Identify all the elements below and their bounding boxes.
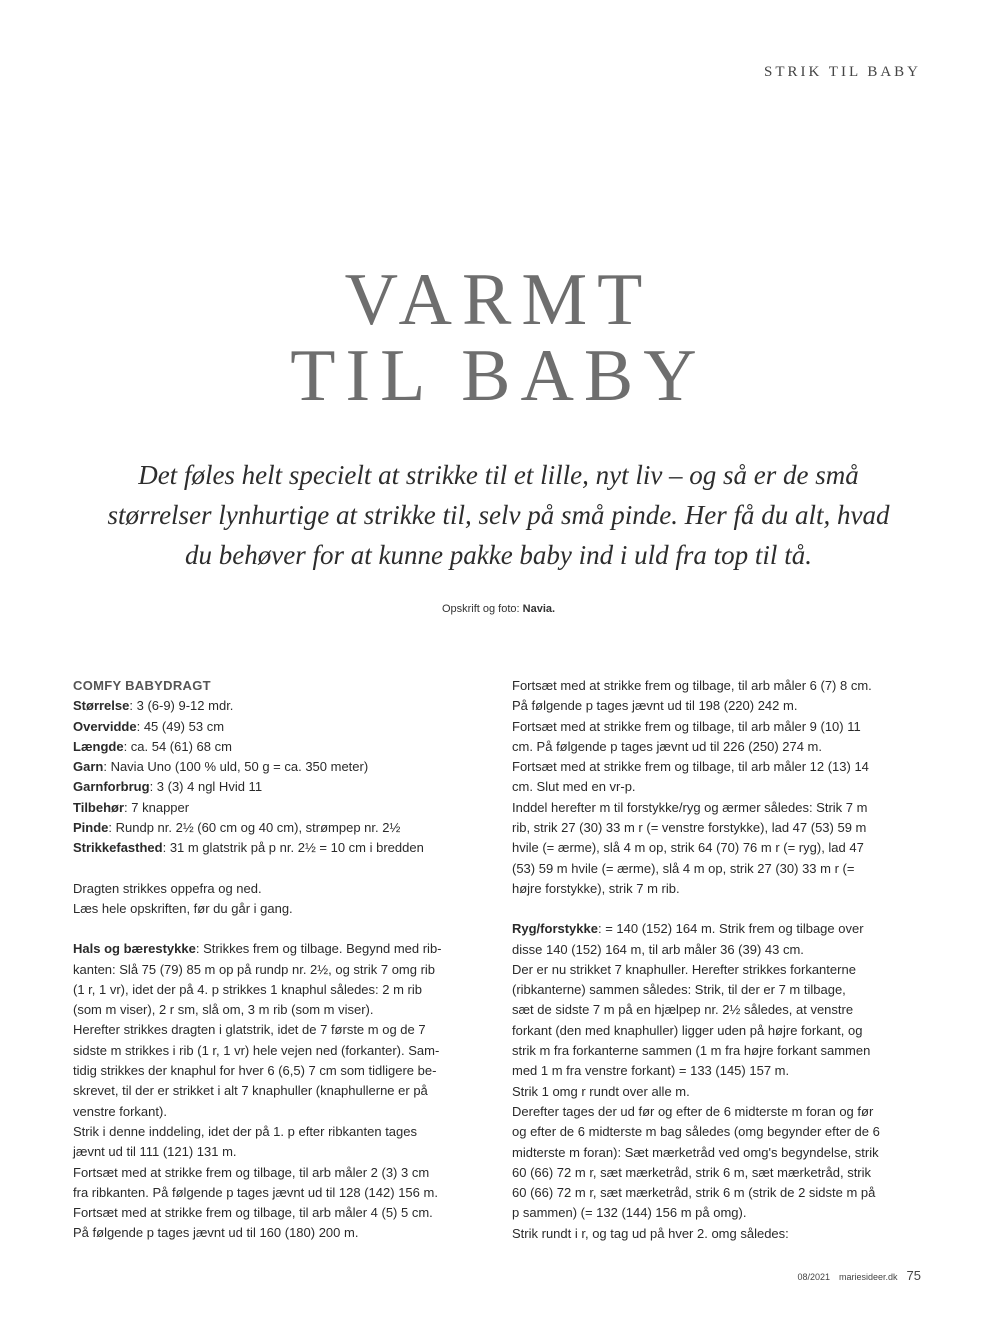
text-line: med 1 m fra venstre forkant) = 133 (145) 157 m.: [512, 1063, 790, 1079]
page-title: [0, 259, 997, 417]
text-line: kanten: Slå 75 (79) 85 m op på rundp nr. 2½, og strik 7 omg rib: [73, 961, 436, 977]
intro-line: du behøver for at kunne pakke baby ind i uld fra top til tå.: [185, 540, 812, 570]
title-line-2: TIL BABY: [290, 335, 707, 417]
spec-line: Overvidde: 45 (49) 53 cm: [73, 718, 225, 734]
ryg-label: Ryg/forstykke: [512, 921, 598, 937]
text-line: disse 140 (152) 164 m, til arb måler 36 (39) 43 cm.: [512, 941, 804, 957]
text-line: cm. På følgende p tages jævnt ud til 226 (250) 274 m.: [512, 738, 823, 754]
issue-date: 08/2021: [797, 1272, 830, 1282]
text-line: Der er nu strikket 7 knaphuller. Herefter strikkes forkanterne: [512, 961, 856, 977]
text-line: fra ribkanten. På følgende p tages jævnt ud til 128 (142) 156 m.: [73, 1184, 438, 1200]
text-line: Inddel herefter m til forstykke/ryg og ærmer således: Strik 7 m: [512, 799, 868, 815]
text-line: sæt de sidste 7 m på en hjælpep nr. 2½ således, at venstre: [512, 1002, 854, 1018]
text-line: skrevet, til der er strikket i alt 7 knaphuller (knaphullerne er på: [73, 1083, 428, 1099]
text-line: midterste m foran): Sæt mærketråd ved omg's begyndelse, strik: [512, 1144, 879, 1160]
intro-line: Det føles helt specielt at strikke til et lille, nyt liv – og så er de små: [138, 460, 859, 490]
text-line: strik m fra forkanterne sammen (1 m fra højre forkant sammen: [512, 1043, 871, 1059]
text-line: (53) 59 m hvile (= ærme), slå 4 m op, strik 27 (30) 33 m r (=: [512, 860, 855, 876]
text-line: cm. Slut med en vr-p.: [512, 779, 636, 795]
text-line: På følgende p tages jævnt ud til 160 (180) 200 m.: [73, 1225, 359, 1241]
text-line: Ryg/forstykke: = 140 (152) 164 m. Strik frem og tilbage over: [512, 921, 864, 937]
left-column: [73, 676, 487, 1244]
text-line: Derefter tages der ud før og efter de 6 midterste m foran og før: [512, 1103, 874, 1119]
page-footer: [797, 1268, 921, 1283]
spec-line: Tilbehør: 7 knapper: [73, 799, 190, 815]
text-line: 60 (66) 72 m r, sæt mærketråd, strik 6 m (strik de 2 sidste m på: [512, 1185, 876, 1201]
note-line: Dragten strikkes oppefra og ned.: [73, 880, 262, 896]
text-line: forkant (den med knaphuller) ligger uden på højre forkant, og: [512, 1022, 863, 1038]
text-line: højre forstykke), strik 7 m rib.: [512, 880, 680, 896]
text-line: (som m viser), 2 r sm, slå om, 3 m rib (som m viser).: [73, 1002, 374, 1018]
text-line: Hals og bærestykke: Strikkes frem og tilbage. Begynd med rib-: [73, 941, 442, 957]
credit-label: Opskrift og foto:: [441, 603, 523, 615]
intro-text: [100, 455, 897, 575]
spec-line: Garnforbrug: 3 (3) 4 ngl Hvid 11: [73, 779, 263, 795]
text-line: Herefter strikkes dragten i glatstrik, idet de 7 første m og de 7: [73, 1022, 426, 1038]
page-number: 75: [906, 1268, 921, 1283]
credit-source: Navia.: [522, 603, 556, 615]
text-line: hvile (= ærme), slå 4 m op, strik 64 (70) 76 m r (= ryg), lad 47: [512, 840, 864, 856]
section-label: STRIK TIL BABY: [763, 64, 921, 80]
text-line: Fortsæt med at strikke frem og tilbage, til arb måler 6 (7) 8 cm.: [512, 678, 872, 693]
text-line: Strik 1 omg r rundt over alle m.: [512, 1083, 690, 1099]
text-line: venstre forkant).: [73, 1103, 167, 1119]
spec-line: Garn: Navia Uno (100 % uld, 50 g = ca. 350 meter): [73, 759, 369, 775]
text-line: 60 (66) 72 m r, sæt mærketråd, strik 6 m, sæt mærketråd, strik: [512, 1164, 872, 1180]
text-line: jævnt ud til 111 (121) 131 m.: [73, 1144, 237, 1160]
text-line: p sammen) (= 132 (144) 156 m på omg).: [512, 1205, 747, 1221]
right-column: [512, 676, 926, 1244]
title-line-1: VARMT: [344, 259, 653, 341]
text-line: sidste m strikkes i rib (1 r, 1 vr) hele vejen ned (forkanter). Sam-: [73, 1042, 440, 1058]
pattern-title: COMFY BABYDRAGT: [73, 678, 211, 693]
text-line: Strik i denne inddeling, idet der på 1. p efter ribkanten tages: [73, 1123, 417, 1139]
text-line: Fortsæt med at strikke frem og tilbage, til arb måler 12 (13) 14: [512, 759, 869, 775]
note-line: Læs hele opskriften, før du går i gang.: [73, 900, 293, 916]
text-line: Fortsæt med at strikke frem og tilbage, til arb måler 4 (5) 5 cm.: [73, 1205, 433, 1221]
photo-credit: [0, 603, 997, 615]
text-line: rib, strik 27 (30) 33 m r (= venstre forstykke), lad 47 (53) 59 m: [512, 820, 867, 836]
spec-line: Strikkefasthed: 31 m glatstrik på p nr. 2½ = 10 cm i bredden: [73, 840, 424, 856]
text-line: På følgende p tages jævnt ud til 198 (220) 242 m.: [512, 698, 798, 714]
spec-line: Størrelse: 3 (6-9) 9-12 mdr.: [73, 698, 234, 714]
text-line: tidig strikkes der knaphul for hver 6 (6,5) 7 cm som tidligere be-: [73, 1063, 437, 1079]
website: mariesideer.dk: [839, 1272, 898, 1282]
text-line: (ribkanterne) sammen således: Strik, til der er 7 m tilbage,: [512, 982, 846, 998]
text-line: Strik rundt i r, og tag ud på hver 2. omg således:: [512, 1225, 789, 1241]
intro-line: størrelser lynhurtige at strikke til, selv på små pinde. Her få du alt, hvad: [107, 500, 890, 530]
hals-label: Hals og bærestykke: [73, 941, 196, 957]
text-line: Fortsæt med at strikke frem og tilbage, til arb måler 2 (3) 3 cm: [73, 1164, 430, 1180]
spec-line: Pinde: Rundp nr. 2½ (60 cm og 40 cm), strømpep nr. 2½: [73, 820, 401, 836]
text-line: og efter de 6 midterste m bag således (omg begynder efter de 6: [512, 1124, 880, 1140]
text-line: (1 r, 1 vr), idet der på 4. p strikkes 1 knaphul således: 2 m rib: [73, 981, 422, 997]
text-line: Fortsæt med at strikke frem og tilbage, til arb måler 9 (10) 11: [512, 718, 861, 734]
spec-line: Længde: ca. 54 (61) 68 cm: [73, 738, 232, 754]
